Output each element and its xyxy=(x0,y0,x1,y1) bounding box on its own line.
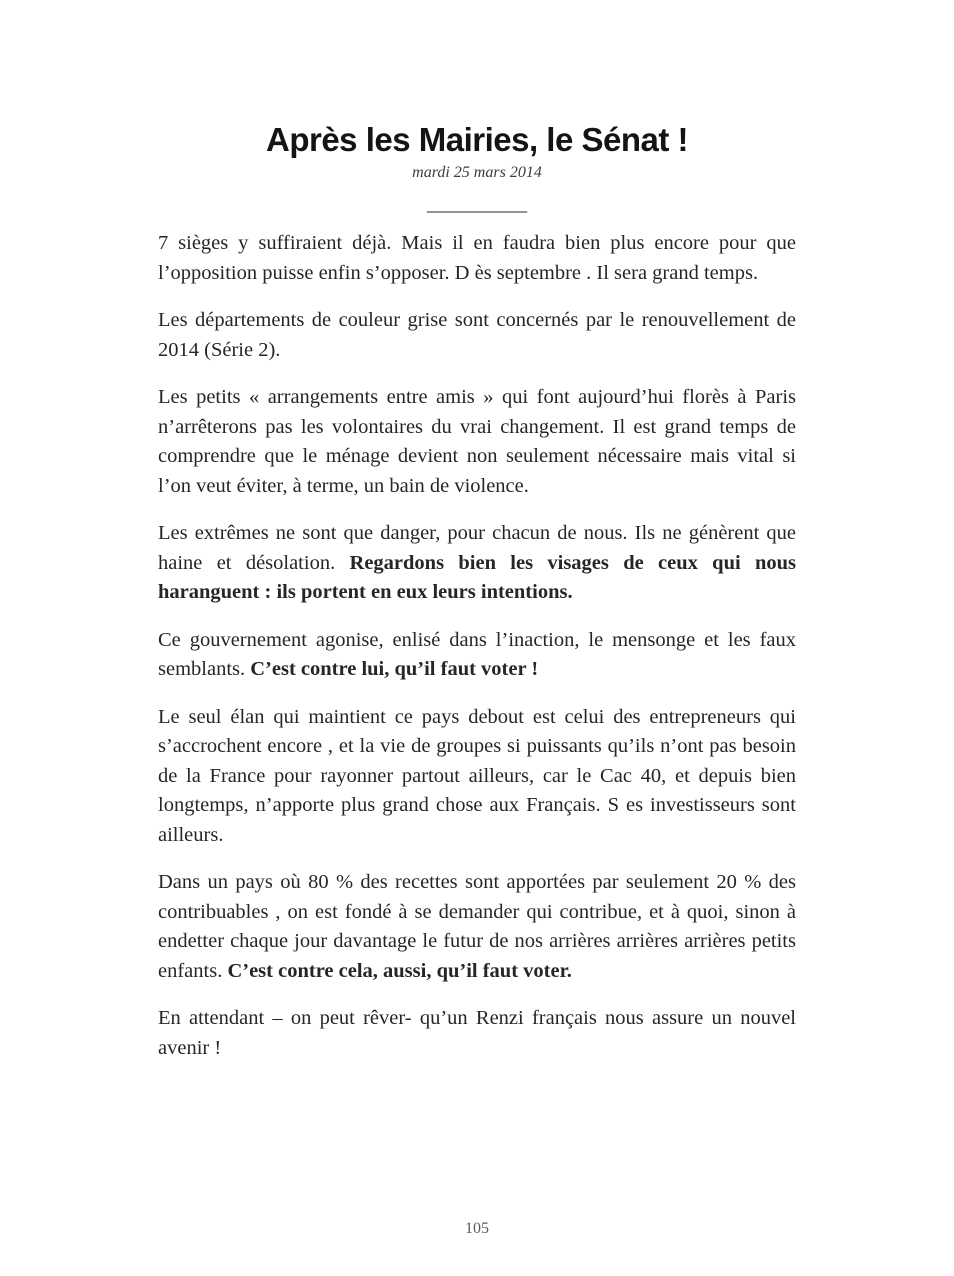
bold-text-run: C’est contre lui, qu’il faut voter ! xyxy=(250,658,539,680)
paragraph xyxy=(158,626,796,685)
text-run: Dans un pays où 80 % des recettes sont apportées par seulement 20 % des contribuables , on est fondé à se demander qui contribue, et à quoi, sinon à endetter chaque jour davantage le futur de nos arrières arrières arrières petits enfants. xyxy=(158,871,796,982)
text-run: Les petits « arrangements entre amis » qui font aujourd’hui florès à Paris n’arrêterons pas les volontaires du vrai changement. Il est grand temps de comprendre que le ménage devient non seulement nécessaire mais vital si l’on veut éviter, à terme, un bain de violence. xyxy=(158,386,796,497)
paragraph xyxy=(158,229,796,288)
paragraph xyxy=(158,1004,796,1063)
paragraph xyxy=(158,306,796,365)
text-run: Le seul élan qui maintient ce pays debout est celui des entrepreneurs qui s’accrochent encore , et la vie de groupes si puissants qu’ils n’ont pas besoin de la France pour rayonner partout ailleurs, car le Cac 40, et depuis bien longtemps, n’apporte plus grand chose aux Français. S es investisseurs sont ailleurs. xyxy=(158,705,796,846)
paragraph xyxy=(158,519,796,608)
paragraph xyxy=(158,383,796,501)
bold-text-run: C’est contre cela, aussi, qu’il faut voter. xyxy=(227,959,572,982)
page-title: Après les Mairies, le Sénat ! xyxy=(265,121,689,158)
paragraph xyxy=(158,868,796,986)
bold-text-run: Regardons bien les visages de ceux qui nous haranguent : ils portent en eux leurs intentions. xyxy=(158,551,797,603)
article-date: mardi 25 mars 2014 xyxy=(412,164,542,181)
page-number: 105 xyxy=(465,1220,489,1237)
text-run: Ce gouvernement agonise, enlisé dans l’inaction, le mensonge et les faux semblants. xyxy=(158,628,796,680)
text-run: Les départements de couleur grise sont concernés par le renouvellement de 2014 (Série 2). xyxy=(158,309,796,361)
article-body xyxy=(158,229,796,1063)
text-run: 7 sièges y suffiraient déjà. Mais il en faudra bien plus encore pour que l’opposition puisse enfin s’opposer. D ès septembre . Il sera grand temps. xyxy=(158,232,796,284)
text-run: Les extrêmes ne sont que danger, pour chacun de nous. Ils ne génèrent que haine et désolation. xyxy=(158,522,796,574)
text-run: En attendant – on peut rêver- qu’un Renzi français nous assure un nouvel avenir ! xyxy=(158,1007,796,1059)
paragraph xyxy=(158,703,796,851)
separator-line: __________ xyxy=(427,193,527,215)
